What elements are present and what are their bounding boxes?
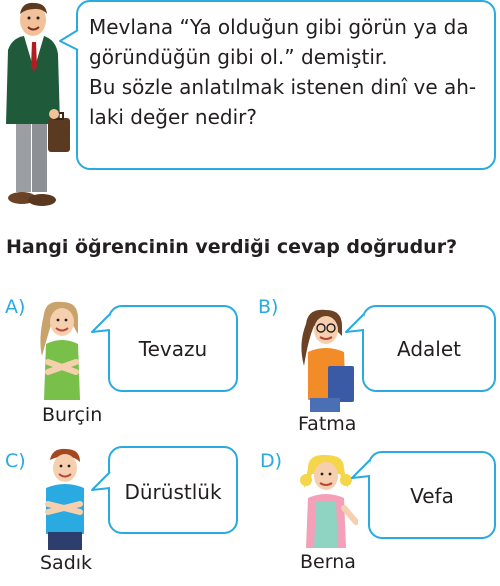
question-line: göründüğün gibi ol.” demiştir. xyxy=(89,45,388,69)
student-name-fatma: Fatma xyxy=(298,413,357,435)
option-c-answer: Dürüstlük xyxy=(124,480,222,504)
question-line: Bu sözle anlatılmak istenen dinî ve ah- xyxy=(89,75,477,99)
question-prompt: Hangi öğrencinin verdiği cevap doğrudur? xyxy=(6,236,458,258)
option-a-letter[interactable]: A) xyxy=(5,296,26,318)
option-b-answer: Adalet xyxy=(397,337,461,361)
option-a-answer: Tevazu xyxy=(138,337,208,361)
girl-berna-illustration xyxy=(296,452,358,548)
option-d-answer: Vefa xyxy=(410,484,454,508)
student-name-burcin: Burçin xyxy=(42,404,103,426)
question-line: laki değer nedir? xyxy=(89,105,257,129)
option-d-letter[interactable]: D) xyxy=(260,450,283,472)
student-name-sadik: Sadık xyxy=(40,552,93,574)
question-line: Mevlana “Ya olduğun gibi görün ya da xyxy=(89,15,469,39)
option-b-letter[interactable]: B) xyxy=(258,296,279,318)
question-bubble-tail xyxy=(58,28,80,54)
option-a-bubble-tail xyxy=(90,312,112,338)
option-d-bubble-tail xyxy=(350,458,372,484)
option-c-letter[interactable]: C) xyxy=(5,450,26,472)
question-text xyxy=(89,12,489,132)
option-b-bubble-tail xyxy=(344,312,366,338)
student-name-berna: Berna xyxy=(300,551,356,573)
girl-burcin-illustration xyxy=(36,300,90,400)
boy-sadik-illustration xyxy=(38,446,92,550)
